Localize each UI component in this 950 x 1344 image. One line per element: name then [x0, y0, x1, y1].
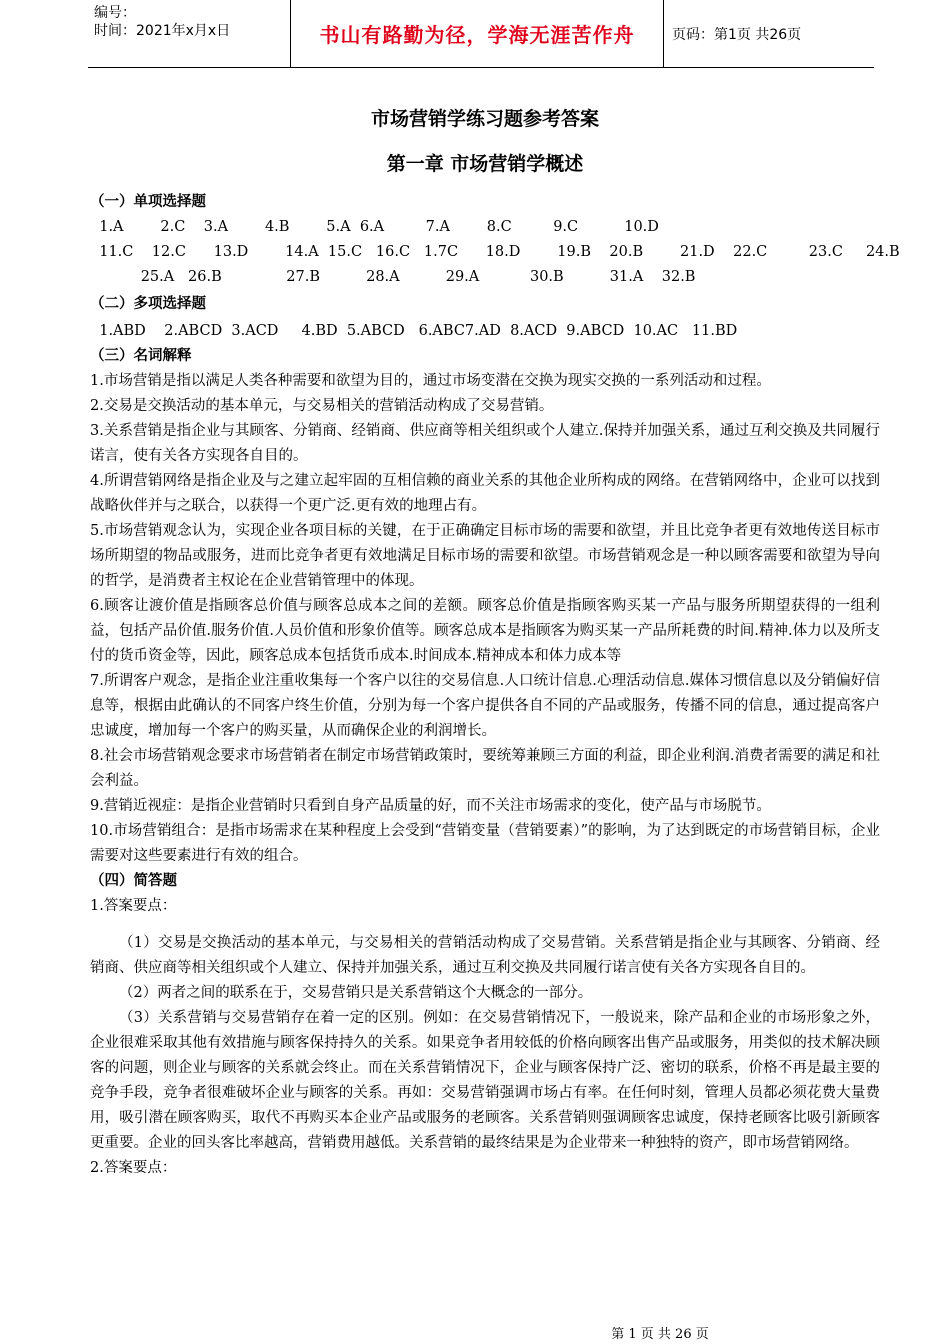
section-heading-single-choice: （一）单项选择题 [90, 194, 206, 210]
section-heading-terms: （三）名词解释 [90, 348, 192, 364]
term-definition: 10.市场营销组合：是指市场需求在某种程度上会受到“营销变量（营销要素）”的影响，为了达到既定的市场营销目标，企业需要对这些要素进行有效的组合。 [90, 823, 880, 864]
answer-row: 11.C 12.C 13.D 14.A 15.C 16.C 1.7C 18.D 19.B 20.B 21.D 22.C 23.C 24.B [90, 244, 900, 260]
term-definition: 3.关系营销是指企业与其顾客、分销商、经销商、供应商等相关组织或个人建立.保持并加强关系，通过互利交换及共同履行诺言，使有关各方实现各自目的。 [90, 423, 880, 464]
chapter-title: 第一章 市场营销学概述 [386, 153, 584, 175]
footer-page-number: 第 1 页 共 26 页 [611, 1327, 709, 1342]
term-definition: 4.所谓营销网络是指企业及与之建立起牢固的互相信赖的商业关系的其他企业所构成的网络。在营销网络中，企业可以找到战略伙伴并与之联合，以获得一个更广泛.更有效的地理占有。 [90, 473, 880, 514]
term-definition: 1.市场营销是指以满足人类各种需要和欲望为目的，通过市场变潜在交换为现实交换的一系列活动和过程。 [90, 373, 771, 389]
answer-paragraph: （1）交易是交换活动的基本单元，与交易相关的营销活动构成了交易营销。关系营销是指企业与其顾客、分销商、经销商、供应商等相关组织或个人建立、保持并加强关系，通过互利交换及共同履行诺言使有关各方实现各自目的。 [90, 935, 880, 976]
section-heading-short-answer: （四）简答题 [90, 873, 177, 889]
term-definition: 9.营销近视症：是指企业营销时只看到自身产品质量的好，而不关注市场需求的变化，使产品与市场脱节。 [90, 798, 771, 814]
document-body [90, 104, 900, 1181]
term-definition: 8.社会市场营销观念要求市场营销者在制定市场营销政策时，要统筹兼顾三方面的利益，即企业利润.消费者需要的满足和社会利益。 [90, 748, 880, 789]
page-footer [0, 1323, 950, 1342]
term-definition: 7.所谓客户观念，是指企业注重收集每一个客户以往的交易信息.人口统计信息.心理活动信息.媒体习惯信息以及分销偏好信息等，根据由此确认的不同客户终生价值，分别为每一个客户提供各自不同的产品或服务，传播不同的信息，通过提高客户忠诚度，增加每一个客户的购买量，从而确保企业的利润增长。 [90, 673, 880, 739]
header-motto: 书山有路勤为径，学海无涯苦作舟 [290, 0, 663, 67]
time-label: 时间：2021年x月x日 [94, 23, 231, 39]
question-label: 2.答案要点： [90, 1160, 177, 1176]
answer-row: 1.A 2.C 3.A 4.B 5.A 6.A 7.A 8.C 9.C 10.D [90, 219, 659, 235]
answer-row: 1.ABD 2.ABCD 3.ACD 4.BD 5.ABCD 6.ABC7.AD 8.ACD 9.ABCD 10.AC 11.BD [90, 323, 738, 339]
answer-paragraph: （2）两者之间的联系在于，交易营销只是关系营销这个大概念的一部分。 [119, 985, 593, 1001]
term-definition: 5.市场营销观念认为，实现企业各项目标的关键，在于正确确定目标市场的需要和欲望，并且比竞争者更有效地传送目标市场所期望的物品或服务，进而比竞争者更有效地满足目标市场的需要和欲望。市场营销观念是一种以顾客需要和欲望为导向的哲学，是消费者主权论在企业营销管理中的体现。 [90, 523, 880, 589]
answer-paragraph: （3）关系营销与交易营销存在着一定的区别。例如：在交易营销情况下，一般说来，除产品和企业的市场形象之外，企业很难采取其他有效措施与顾客保持持久的关系。如果竞争者用较低的价格向顾客出售产品或服务，用类似的技术解决顾客的问题，则企业与顾客的关系就会终止。而在关系营销情况下，企业与顾客保持广泛、密切的联系，价格不再是最主要的竞争手段，竞争者很难破坏企业与顾客的关系。再如：交易营销强调市场占有率。在任何时刻，管理人员都必须花费大量费用，吸引潜在顾客购买，取代不再购买本企业产品或服务的老顾客。关系营销则强调顾客忠诚度，保持老顾客比吸引新顾客更重要。企业的回头客比率越高，营销费用越低。关系营销的最终结果是为企业带来一种独特的资产，即市场营销网络。 [90, 1010, 880, 1151]
header-page-info: 页码：第1页 共26页 [663, 0, 874, 67]
answer-row: 25.A 26.B 27.B 28.A 29.A 30.B 31.A 32.B [90, 269, 696, 285]
number-label: 编号： [94, 5, 136, 21]
section-heading-multi-choice: （二）多项选择题 [90, 296, 206, 312]
header-meta [88, 0, 290, 67]
page-header [88, 0, 874, 68]
question-label: 1.答案要点： [90, 898, 177, 914]
term-definition: 2.交易是交换活动的基本单元，与交易相关的营销活动构成了交易营销。 [90, 398, 554, 414]
term-definition: 6.顾客让渡价值是指顾客总价值与顾客总成本之间的差额。顾客总价值是指顾客购买某一产品与服务所期望获得的一组利益，包括产品价值.服务价值.人员价值和形象价值等。顾客总成本是指顾客为购买某一产品所耗费的时间.精神.体力以及所支付的货币资金等，因此，顾客总成本包括货币成本.时间成本.精神成本和体力成本等 [90, 598, 880, 664]
document-title: 市场营销学练习题参考答案 [370, 108, 599, 130]
